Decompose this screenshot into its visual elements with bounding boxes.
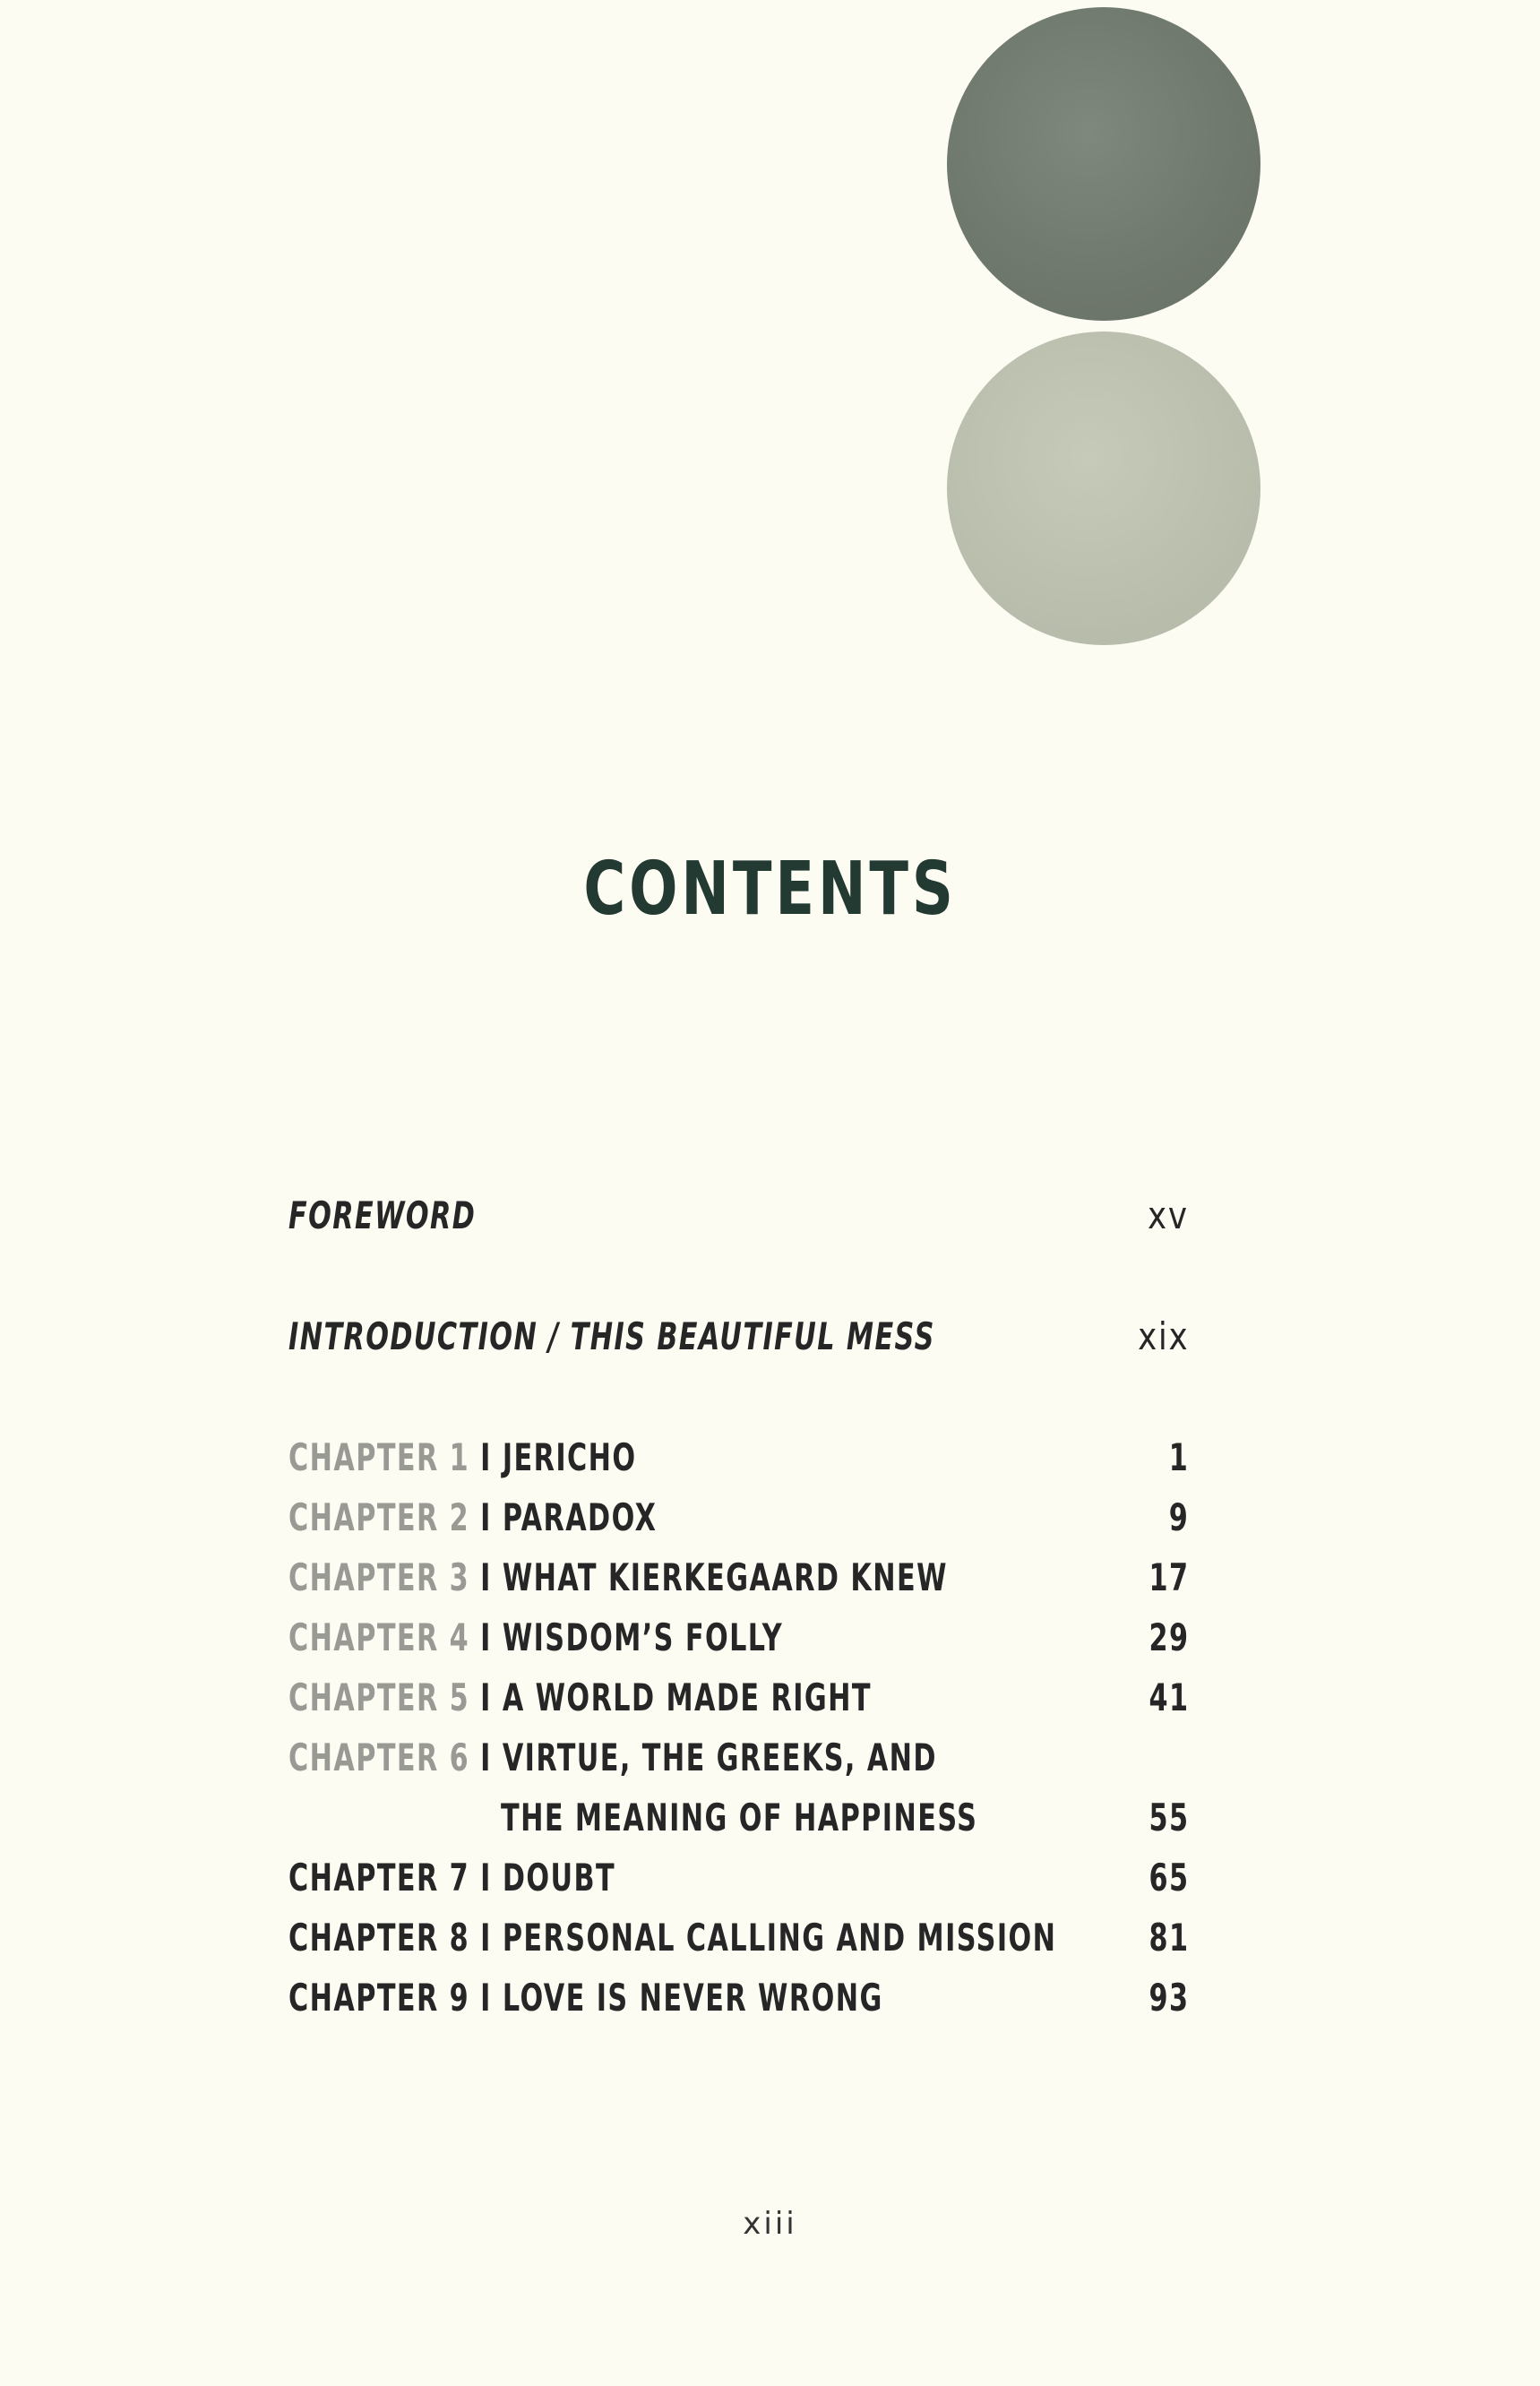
toc-chapter-3 [288, 1555, 1189, 1609]
toc-chapter-label [288, 1916, 1056, 1960]
chapter-number: CHAPTER 6 [288, 1736, 470, 1779]
chapter-number: CHAPTER 2 [288, 1495, 470, 1539]
chapter-number: CHAPTER 9 [288, 1976, 470, 2020]
chapter-number: CHAPTER 7 [288, 1856, 470, 1899]
toc-chapter-label [288, 1495, 657, 1539]
toc-chapter-label [288, 1435, 637, 1479]
toc-chapter-page: 29 [1149, 1615, 1189, 1659]
chapter-separator: I [480, 1615, 492, 1659]
page-number: xiii [743, 2206, 797, 2242]
chapter-title: PERSONAL CALLING AND MISSION [502, 1916, 1057, 1960]
toc-chapter-page: 55 [1149, 1796, 1189, 1839]
toc-chapter-page: 17 [1149, 1555, 1189, 1599]
toc-chapter-page: 65 [1149, 1856, 1189, 1899]
chapter-separator: I [480, 1976, 492, 2020]
chapter-separator: I [480, 1435, 492, 1479]
chapter-separator: I [480, 1555, 492, 1599]
chapter-title: WISDOM’S FOLLY [502, 1615, 784, 1659]
toc-chapter-6-continued [288, 1796, 1189, 1849]
toc-entry-foreword [288, 1193, 1189, 1247]
chapter-separator: I [480, 1856, 492, 1899]
toc-chapter-7 [288, 1856, 1189, 1909]
toc-chapter-label [288, 1856, 615, 1899]
toc-chapter-2 [288, 1495, 1189, 1549]
toc-chapter-label [288, 1736, 937, 1779]
toc-chapter-5 [288, 1675, 1189, 1729]
chapter-number: CHAPTER 1 [288, 1435, 470, 1479]
page-title: CONTENTS [583, 847, 957, 932]
chapter-title: DOUBT [502, 1856, 616, 1899]
chapter-separator: I [480, 1736, 492, 1779]
toc-chapter-6 [288, 1736, 1189, 1789]
chapter-separator: I [480, 1675, 492, 1719]
toc-chapter-label [288, 1675, 872, 1719]
toc-chapter-9 [288, 1976, 1189, 2029]
chapter-number: CHAPTER 4 [288, 1615, 470, 1659]
chapter-title-continued: THE MEANING OF HAPPINESS [501, 1796, 978, 1839]
chapter-separator: I [480, 1916, 492, 1960]
toc-chapter-label [288, 1615, 783, 1659]
toc-entry-label: FOREWORD [288, 1193, 477, 1237]
chapter-title: VIRTUE, THE GREEKS, AND [502, 1736, 937, 1779]
toc-entry-page: xix [1137, 1314, 1189, 1358]
toc-chapter-label [288, 1555, 948, 1599]
decorative-light-circle [947, 332, 1260, 645]
toc-entry-introduction [288, 1314, 1189, 1368]
toc-chapter-8 [288, 1916, 1189, 1969]
toc-entry-label: INTRODUCTION / THIS BEAUTIFUL MESS [288, 1314, 935, 1358]
chapter-title: A WORLD MADE RIGHT [502, 1675, 872, 1719]
toc-chapter-page: 81 [1149, 1916, 1189, 1960]
chapter-title: WHAT KIERKEGAARD KNEW [502, 1555, 948, 1599]
chapter-number: CHAPTER 5 [288, 1675, 470, 1719]
toc-chapter-1 [288, 1435, 1189, 1489]
decorative-dark-circle [947, 7, 1260, 321]
toc-chapter-4 [288, 1615, 1189, 1669]
toc-chapter-page: 41 [1149, 1675, 1189, 1719]
chapter-number: CHAPTER 8 [288, 1916, 470, 1960]
chapter-title: PARADOX [502, 1495, 658, 1539]
chapter-separator: I [480, 1495, 492, 1539]
chapter-title: JERICHO [502, 1435, 637, 1479]
toc-chapter-page: 9 [1168, 1495, 1189, 1539]
toc-chapter-page: 1 [1168, 1435, 1189, 1479]
toc-chapter-label [288, 1976, 883, 2020]
toc-entry-page: xv [1148, 1193, 1189, 1237]
chapter-number: CHAPTER 3 [288, 1555, 470, 1599]
chapter-title: LOVE IS NEVER WRONG [502, 1976, 883, 2020]
toc-chapter-page: 93 [1149, 1976, 1189, 2020]
